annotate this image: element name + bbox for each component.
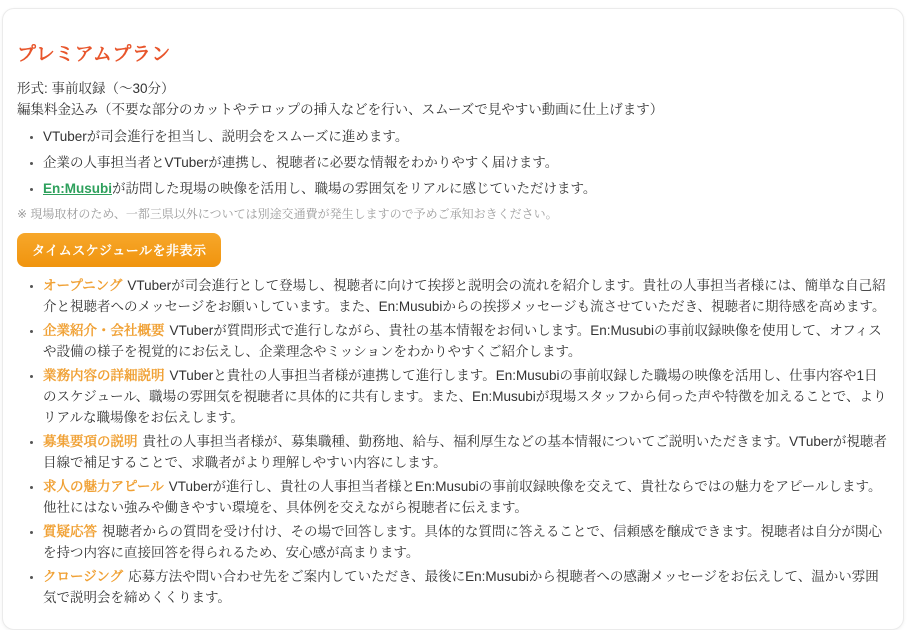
plan-feature-list [17,127,887,199]
feature-text: VTuberが司会進行を担当し、説明会をスムーズに進めます。 [43,129,409,144]
schedule-item-heading: 求人の魅力アピール [43,479,164,494]
feature-item [43,179,887,199]
plan-format-line: 形式: 事前収録（～30分） [17,81,175,96]
schedule-item-body: 視聴者からの質問を受け付け、その場で回答します。具体的な質問に答えることで、信頼感を醸成できます。視聴者は自分が関心を持つ内容に直接回答を得られるため、安心感が高まります。 [43,524,883,560]
hide-schedule-button[interactable]: タイムスケジュールを非表示 [17,233,221,267]
feature-text: 企業の人事担当者とVTuberが連携し、視聴者に必要な情報をわかりやすく届けます。 [43,155,559,170]
schedule-item-heading: 質疑応答 [43,524,97,539]
schedule-item-body: VTuberと貴社の人事担当者様が連携して進行します。En:Musubiの事前収録した職場の映像を活用し、仕事内容や1日のスケジュール、職場の雰囲気を視聴者に具体的に共有します。また、En:Musubiが現場スタッフから伺った声や特徴を加えることで、よりリアルな職場像をお伝えします。 [43,368,887,425]
schedule-item-heading: 業務内容の詳細説明 [43,368,165,383]
feature-item [43,153,887,173]
schedule-item-requirements [43,431,887,473]
schedule-item-closing [43,566,887,608]
en-musubi-link[interactable]: En:Musubi [43,181,112,196]
schedule-item-body: 応募方法や問い合わせ先をご案内していただき、最後にEn:Musubiから視聴者への感謝メッセージをお伝えして、温かい雰囲気で説明会を締めくくります。 [43,569,879,605]
feature-text: が訪問した現場の映像を活用し、職場の雰囲気をリアルに感じていただけます。 [112,181,597,196]
feature-item [43,127,887,147]
schedule-item-body: VTuberが司会進行として登場し、視聴者に向けて挨拶と説明会の流れを紹介します。貴社の人事担当者様には、簡単な自己紹介と視聴者へのメッセージをお願いしています。また、En:Musubiからの挨拶メッセージも流させていただき、視聴者に期待感を高めます。 [43,278,886,314]
travel-expense-note: ※ 現場取材のため、一都三県以外については別途交通費が発生しますので予めご承知おきください。 [17,207,558,221]
schedule-item-opening [43,275,887,317]
plan-title: プレミアムプラン [17,44,171,65]
schedule-item-job-detail [43,365,887,428]
schedule-item-heading: 募集要項の説明 [43,434,138,449]
schedule-item-appeal [43,476,887,518]
schedule-item-qa [43,521,887,563]
schedule-item-body: 貴社の人事担当者様が、募集職種、勤務地、給与、福利厚生などの基本情報についてご説明いただきます。VTuberが視聴者目線で補足することで、求職者がより理解しやすい内容にします。 [43,434,887,470]
schedule-item-heading: 企業紹介・会社概要 [43,323,165,338]
schedule-item-heading: クロージング [43,569,124,584]
premium-plan-card [2,8,904,630]
schedule-item-company-intro [43,320,887,362]
time-schedule-list [17,275,887,608]
schedule-item-body: VTuberが進行し、貴社の人事担当者様とEn:Musubiの事前収録映像を交えて、貴社ならではの魅力をアピールします。他社にはない強みや働きやすい環境を、具体例を交えながら視聴者に伝えます。 [43,479,882,515]
plan-editing-line: 編集料金込み（不要な部分のカットやテロップの挿入などを行い、スムーズで見やすい動画に仕上げます） [17,102,664,117]
schedule-item-body: VTuberが質問形式で進行しながら、貴社の基本情報をお伺いします。En:Musubiの事前収録映像を使用して、オフィスや設備の様子を視覚的にお伝えし、企業理念やミッションをわかりやすくご紹介します。 [43,323,882,359]
schedule-item-heading: オープニング [43,278,123,293]
